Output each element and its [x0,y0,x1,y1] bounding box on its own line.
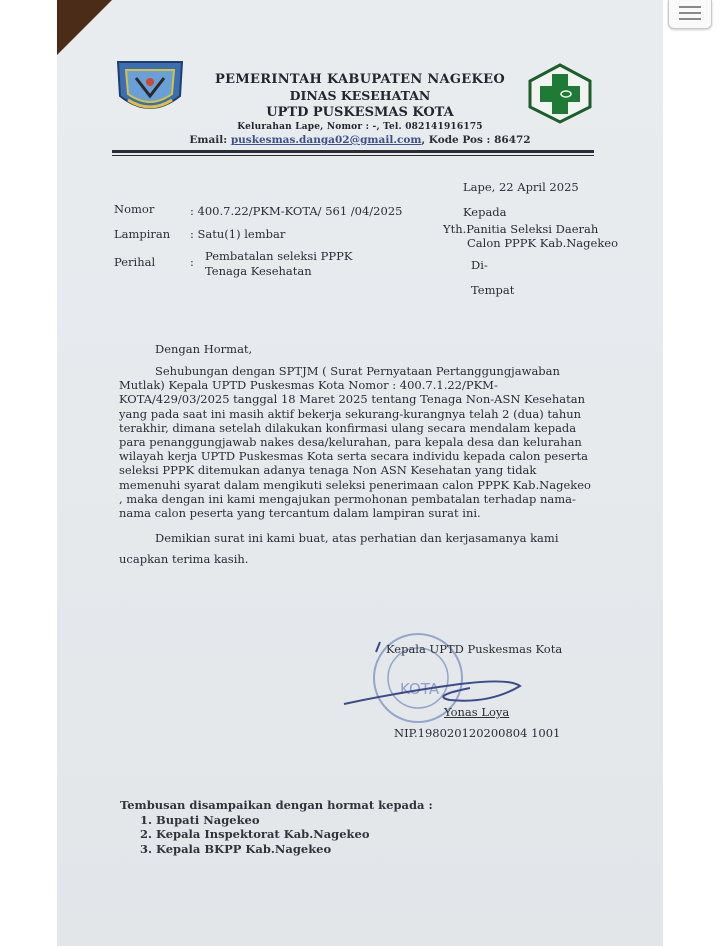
letterhead-line-1: PEMERINTAH KABUPATEN NAGEKEO [215,72,505,87]
perihal-value-1: Pembatalan seleksi PPPK [205,249,353,263]
perihal-value-2: Tenaga Kesehatan [205,264,312,278]
recipient-line-1: Yth.Panitia Seleksi Daerah [443,222,599,236]
header-divider-thin [112,155,594,156]
nomor-label: Nomor [114,202,155,216]
letterhead-line-3: UPTD PUSKESMAS KOTA [266,105,454,120]
recipient-line-2: Calon PPPK Kab.Nagekeo [467,236,619,250]
recipient-kepada: Kepada [463,205,507,219]
perihal-label: Perihal [114,255,156,269]
copies-section [120,798,433,856]
greeting: Dengan Hormat, [155,342,253,356]
email-label: Email: [189,134,228,146]
signature-title: Kepala UPTD Puskesmas Kota [386,642,563,656]
letter-body [119,364,595,570]
signature-block [340,622,580,752]
letterhead-contact [160,134,560,146]
hamburger-menu-icon [679,6,701,8]
list-item: 2. Kepala Inspektorat Kab.Nagekeo [156,827,433,842]
copies-heading: Tembusan disampaikan dengan hormat kepada : [120,798,433,812]
perihal-colon: : [190,255,194,269]
nomor-value: : 400.7.22/PKM-KOTA/ 561 /04/2025 [190,204,403,218]
letter-date: Lape, 22 April 2025 [463,180,579,194]
body-paragraph-2: Demikian surat ini kami buat, atas perhatian dan kerjasamanya kami ucapkan terima kasih. [119,531,559,567]
lampiran-label: Lampiran [114,227,171,241]
list-item: 3. Kepala BKPP Kab.Nagekeo [156,842,433,857]
recipient-tempat: Tempat [471,283,515,297]
signatory-name: Yonas Loya [444,705,510,719]
header-divider-thick [112,150,594,153]
body-paragraph-1: Sehubungan dengan SPTJM ( Surat Pernyataan Pertanggungjawaban Mutlak) Kepala UPTD Puskesmas Kota Nomor : 400.7.1.22/PKM-KOTA/429/03/2025 tanggal 18 Maret 2025 tentang Tenaga Non-ASN Kesehatan yang pada saat ini masih aktif bekerja sekurang-kurangnya telah 2 (dua) tahun terakhir, dimana setelah dilakukan konfirmasi ulang secara mendalam kepada para penanggungjawab nakes desa/kelurahan, para kepala desa dan kelurahan wilayah kerja UPTD Puskesmas Kota serta secara individu kepada calon peserta seleksi PPPK ditemukan adanya tenaga Non ASN Kesehatan yang tidak memenuhi syarat dalam mengikuti seleksi penerimaan calon PPPK Kab.Nagekeo , maka dengan ini kami mengajukan permohonan pembatalan terhadap nama-nama calon peserta yang tercantum dalam lampiran surat ini. [119,364,591,521]
letterhead-line-2: DINAS KESEHATAN [289,88,431,103]
recipient-di: Di- [471,258,488,272]
stamp-text: KOTA [400,680,440,698]
list-item: 1. Bupati Nagekeo [156,813,433,828]
menu-line [679,12,701,14]
lampiran-value: : Satu(1) lembar [190,227,286,241]
paper-corner-shadow [57,0,112,55]
background [0,0,57,946]
postcode: , Kode Pos : 86472 [421,134,531,146]
signatory-nip: NIP.198020120200804 1001 [394,726,561,740]
email-link[interactable]: puskesmas.danga02@gmail.com [230,134,422,146]
menu-line [679,18,701,20]
menu-button[interactable] [668,0,712,29]
letterhead-address: Kelurahan Lape, Nomor : -, Tel. 082141916175 [237,122,483,132]
